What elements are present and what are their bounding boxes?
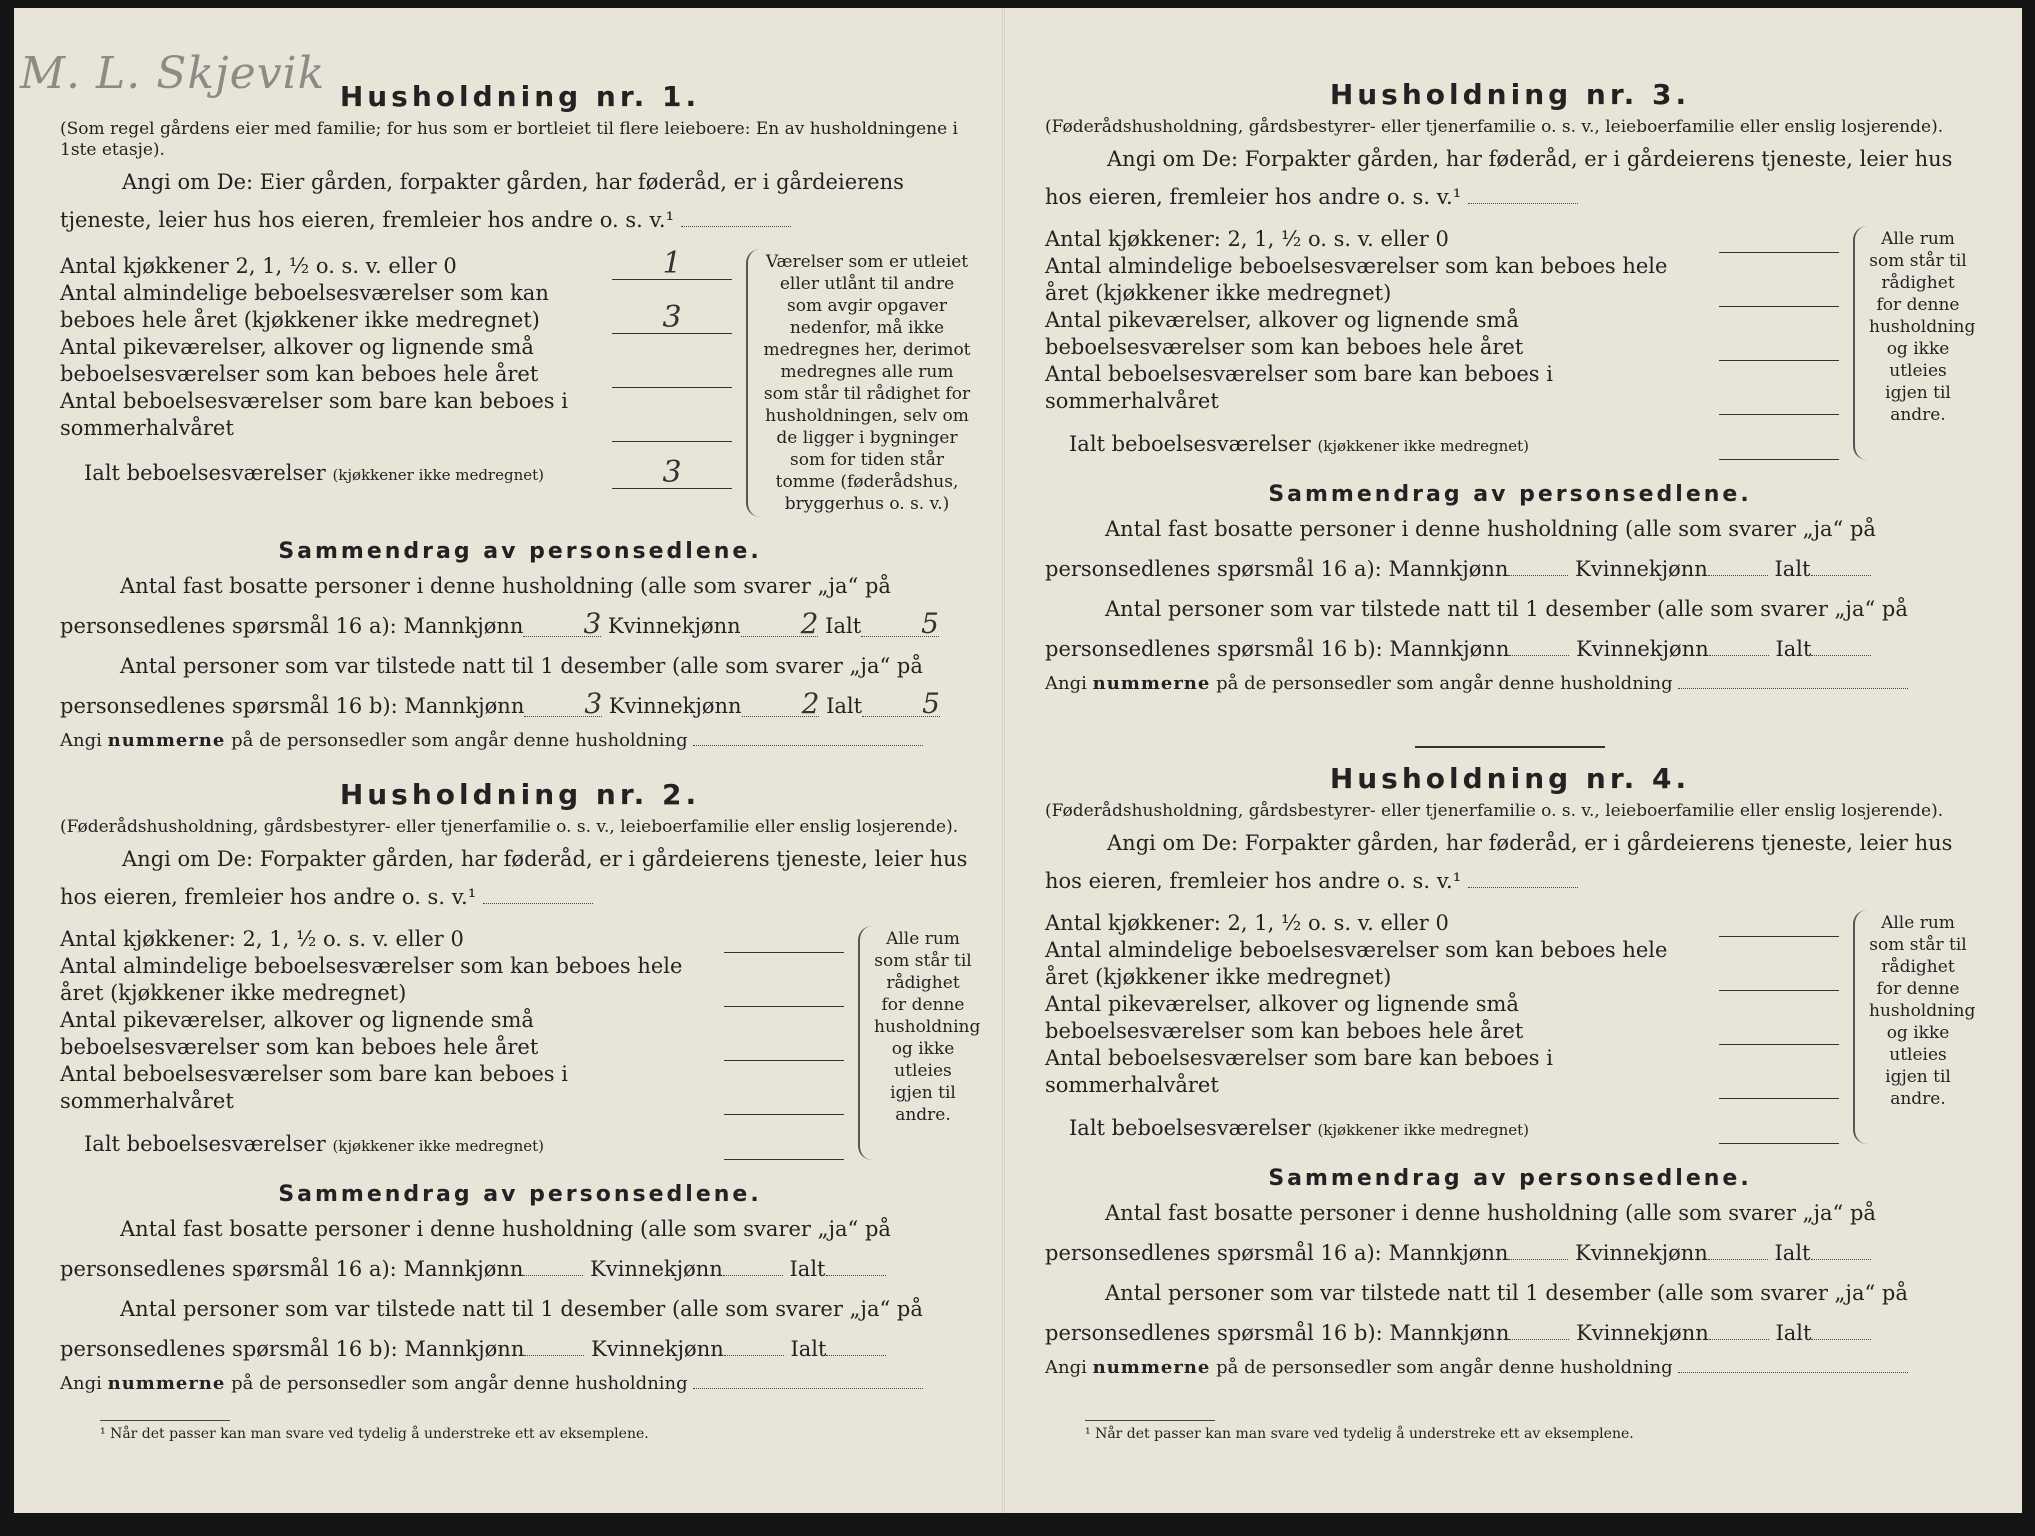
kitchens-row: Antal kjøkkener: 2, 1, ½ o. s. v. eller 0	[60, 926, 844, 953]
resident-persons-line: Antal fast bosatte personer i denne husholdning (alle som svarer „ja“ på personsedlenes spørsmål 16 a): Mannkjønn Kvinnekjønn Ialt	[1045, 1201, 1876, 1265]
resident-total-field[interactable]: 5	[861, 612, 939, 637]
present-total-field[interactable]: 5	[862, 692, 940, 717]
person-numbers-line: Angi nummerne på de personsedler som angår denne husholdning	[1045, 1353, 1975, 1383]
ordinary-rooms-row: Antal almindelige beboelsesværelser som kan beboes hele året (kjøkkener ikke medregnet)	[1045, 937, 1839, 991]
ownership-question: Angi om De: Forpakter gården, har føderåd, er i gårdeierens tjeneste, leier hus hos eieren, fremleier hos andre o. s. v.¹	[1045, 831, 1953, 893]
present-persons-line: Antal personer som var tilstede natt til 1 desember (alle som svarer „ja“ på personsedlenes spørsmål 16 b): Mannkjønn Kvinnekjønn Ialt	[60, 1297, 923, 1361]
person-numbers-field[interactable]	[1678, 1372, 1908, 1373]
footnote-left: ¹ Når det passer kan man svare ved tydelig å understreke ett av eksemplene.	[100, 1420, 649, 1443]
resident-female-field[interactable]: 2	[741, 612, 819, 637]
rooms-list	[60, 926, 844, 1160]
resident-male-field[interactable]	[1508, 1259, 1568, 1260]
summer-rooms-value[interactable]	[1719, 414, 1839, 415]
present-female-field[interactable]	[1709, 655, 1769, 656]
household-3	[1045, 78, 1975, 699]
summary-title: Sammendrag av personsedlene.	[278, 539, 762, 564]
kitchens-value[interactable]: 1	[612, 249, 732, 280]
total-rooms-value[interactable]	[1719, 459, 1839, 460]
present-female-field[interactable]: 2	[742, 692, 820, 717]
rooms-block	[60, 926, 980, 1160]
resident-male-field[interactable]	[523, 1275, 583, 1276]
person-numbers-field[interactable]	[1678, 688, 1908, 689]
summer-rooms-value[interactable]	[612, 441, 732, 442]
total-rooms-row: Ialt beboelsesværelser (kjøkkener ikke medregnet) 3	[60, 458, 732, 489]
small-rooms-value[interactable]	[1719, 1044, 1839, 1045]
household-2	[60, 778, 980, 1399]
summer-rooms-value[interactable]	[1719, 1098, 1839, 1099]
household-note: (Føderådshusholdning, gårdsbestyrer- eller tjenerfamilie o. s. v., leieboerfamilie eller enslig losjerende).	[60, 817, 959, 837]
summary-title: Sammendrag av personsedlene.	[1268, 482, 1752, 507]
rooms-side-note: Værelser som er utleiet eller utlånt til andre som avgir opgaver nedenfor, må ikke medregnes her, derimot medregnes alle rum som står til rådighet for husholdningen, selv om de ligger i bygninger som for tiden står tomme (føderådshus, bryggerhus o. s. v.)	[746, 249, 980, 517]
ownership-answer-field[interactable]	[681, 212, 791, 227]
present-male-field[interactable]	[1509, 655, 1569, 656]
summary-title: Sammendrag av personsedlene.	[1268, 1166, 1752, 1191]
rooms-list	[1045, 910, 1839, 1144]
resident-total-field[interactable]	[1811, 1259, 1871, 1260]
summary-title: Sammendrag av personsedlene.	[278, 1182, 762, 1207]
resident-male-field[interactable]: 3	[523, 612, 601, 637]
present-persons-line: Antal personer som var tilstede natt til 1 desember (alle som svarer „ja“ på personsedlenes spørsmål 16 b): Mannkjønn Kvinnekjønn Ialt	[1045, 1281, 1908, 1345]
ownership-question: Angi om De: Forpakter gården, har føderåd, er i gårdeierens tjeneste, leier hus hos eieren, fremleier hos andre o. s. v.¹	[60, 847, 968, 909]
resident-total-field[interactable]	[826, 1275, 886, 1276]
rooms-side-note: Alle rum som står til rådighet for denne husholdning og ikke utleies igjen til andre.	[1853, 910, 1975, 1144]
person-numbers-field[interactable]	[693, 1388, 923, 1389]
ownership-answer-field[interactable]	[1468, 189, 1578, 204]
rooms-side-note: Alle rum som står til rådighet for denne husholdning og ikke utleies igjen til andre.	[1853, 226, 1975, 460]
kitchens-value[interactable]	[1719, 936, 1839, 937]
section-divider	[1415, 746, 1605, 748]
kitchens-value[interactable]	[724, 952, 844, 953]
ownership-question: Angi om De: Forpakter gården, har føderåd, er i gårdeierens tjeneste, leier hus hos eieren, fremleier hos andre o. s. v.¹	[1045, 147, 1953, 209]
resident-persons-line: Antal fast bosatte personer i denne husholdning (alle som svarer „ja“ på personsedlenes spørsmål 16 a): Mannkjønn Kvinnekjønn Ialt	[60, 1217, 891, 1281]
household-note: (Føderådshusholdning, gårdsbestyrer- eller tjenerfamilie o. s. v., leieboerfamilie eller enslig losjerende).	[1045, 801, 1944, 821]
total-rooms-value[interactable]	[1719, 1143, 1839, 1144]
household-title: Husholdning nr. 3.	[1329, 78, 1691, 111]
small-rooms-row: Antal pikeværelser, alkover og lignende små beboelsesværelser som kan beboes hele året	[60, 1007, 844, 1061]
summer-rooms-row: Antal beboelsesværelser som bare kan beboes i sommerhalvåret	[1045, 361, 1839, 415]
person-numbers-field[interactable]	[693, 745, 923, 746]
rooms-list	[60, 246, 732, 517]
resident-female-field[interactable]	[1708, 1259, 1768, 1260]
ownership-answer-field[interactable]	[1468, 873, 1578, 888]
small-rooms-row: Antal pikeværelser, alkover og lignende små beboelsesværelser som kan beboes hele året	[60, 334, 732, 388]
total-rooms-row: Ialt beboelsesværelser (kjøkkener ikke medregnet)	[1045, 431, 1839, 460]
present-persons-line: Antal personer som var tilstede natt til 1 desember (alle som svarer „ja“ på personsedlenes spørsmål 16 b): Mannkjønn Kvinnekjønn Ialt	[1045, 597, 1908, 661]
small-rooms-value[interactable]	[1719, 360, 1839, 361]
household-1	[60, 80, 980, 756]
ordinary-rooms-row: Antal almindelige beboelsesværelser som kan beboes hele året (kjøkkener ikke medregnet)	[1045, 253, 1839, 307]
kitchens-value[interactable]	[1719, 252, 1839, 253]
summer-rooms-value[interactable]	[724, 1114, 844, 1115]
small-rooms-row: Antal pikeværelser, alkover og lignende små beboelsesværelser som kan beboes hele året	[1045, 991, 1839, 1045]
ownership-question: Angi om De: Eier gården, forpakter gården, har føderåd, er i gårdeierens tjeneste, leier hus hos eieren, fremleier hos andre o. s. v.¹	[60, 170, 904, 232]
rooms-list	[1045, 226, 1839, 460]
rooms-block	[1045, 910, 1975, 1144]
footnote-right: ¹ Når det passer kan man svare ved tydelig å understreke ett av eksemplene.	[1085, 1420, 1634, 1443]
person-numbers-line: Angi nummerne på de personsedler som angår denne husholdning	[60, 1369, 980, 1399]
total-rooms-row: Ialt beboelsesværelser (kjøkkener ikke medregnet)	[60, 1131, 844, 1160]
household-4	[1045, 762, 1975, 1383]
small-rooms-value[interactable]	[612, 387, 732, 388]
kitchens-row: Antal kjøkkener: 2, 1, ½ o. s. v. eller 0	[1045, 910, 1839, 937]
present-female-field[interactable]	[724, 1355, 784, 1356]
small-rooms-row: Antal pikeværelser, alkover og lignende små beboelsesværelser som kan beboes hele året	[1045, 307, 1839, 361]
household-note: (Som regel gårdens eier med familie; for hus som er bortleiet til flere leieboere: En av husholdningene i 1ste etasje).	[60, 119, 958, 160]
summer-rooms-row: Antal beboelsesværelser som bare kan beboes i sommerhalvåret	[60, 1061, 844, 1115]
kitchens-row: Antal kjøkkener 2, 1, ½ o. s. v. eller 0 1	[60, 249, 732, 280]
kitchens-row: Antal kjøkkener: 2, 1, ½ o. s. v. eller 0	[1045, 226, 1839, 253]
small-rooms-value[interactable]	[724, 1060, 844, 1061]
resident-persons-line: Antal fast bosatte personer i denne husholdning (alle som svarer „ja“ på personsedlenes spørsmål 16 a): Mannkjønn 3 Kvinnekjønn 2 Ialt 5	[60, 574, 939, 640]
resident-female-field[interactable]	[1708, 575, 1768, 576]
ordinary-rooms-value[interactable]	[724, 1006, 844, 1007]
rooms-block	[1045, 226, 1975, 460]
rooms-block	[60, 246, 980, 517]
present-female-field[interactable]	[1709, 1339, 1769, 1340]
household-title: Husholdning nr. 2.	[339, 778, 701, 811]
summer-rooms-row: Antal beboelsesværelser som bare kan beboes i sommerhalvåret	[1045, 1045, 1839, 1099]
person-numbers-line: Angi nummerne på de personsedler som angår denne husholdning	[60, 726, 980, 756]
total-rooms-row: Ialt beboelsesværelser (kjøkkener ikke medregnet)	[1045, 1115, 1839, 1144]
rooms-side-note: Alle rum som står til rådighet for denne husholdning og ikke utleies igjen til andre.	[858, 926, 980, 1160]
total-rooms-value[interactable]: 3	[612, 458, 732, 489]
ordinary-rooms-value[interactable]	[1719, 990, 1839, 991]
resident-total-field[interactable]	[1811, 575, 1871, 576]
resident-male-field[interactable]	[1508, 575, 1568, 576]
present-total-field[interactable]	[826, 1355, 886, 1356]
total-rooms-value[interactable]	[724, 1159, 844, 1160]
present-persons-line: Antal personer som var tilstede natt til 1 desember (alle som svarer „ja“ på personsedlenes spørsmål 16 b): Mannkjønn 3 Kvinnekjønn 2 Ialt 5	[60, 654, 940, 720]
present-total-field[interactable]	[1811, 1339, 1871, 1340]
ordinary-rooms-row: Antal almindelige beboelsesværelser som kan beboes hele året (kjøkkener ikke medregnet) 3	[60, 280, 732, 334]
ordinary-rooms-value[interactable]: 3	[612, 303, 732, 334]
person-numbers-line: Angi nummerne på de personsedler som angår denne husholdning	[1045, 669, 1975, 699]
ownership-answer-field[interactable]	[483, 889, 593, 904]
summer-rooms-row: Antal beboelsesværelser som bare kan beboes i sommerhalvåret	[60, 388, 732, 442]
present-male-field[interactable]	[524, 1355, 584, 1356]
household-note: (Føderådshusholdning, gårdsbestyrer- eller tjenerfamilie o. s. v., leieboerfamilie eller enslig losjerende).	[1045, 117, 1944, 137]
household-title: Husholdning nr. 4.	[1329, 762, 1691, 795]
ordinary-rooms-row: Antal almindelige beboelsesværelser som kan beboes hele året (kjøkkener ikke medregnet)	[60, 953, 844, 1007]
present-male-field[interactable]: 3	[524, 692, 602, 717]
handwritten-signature: M. L. Skjevik	[20, 48, 326, 99]
present-male-field[interactable]	[1509, 1339, 1569, 1340]
page-fold	[1002, 8, 1005, 1513]
resident-female-field[interactable]	[723, 1275, 783, 1276]
household-title: Husholdning nr. 1.	[339, 80, 701, 113]
present-total-field[interactable]	[1811, 655, 1871, 656]
ordinary-rooms-value[interactable]	[1719, 306, 1839, 307]
resident-persons-line: Antal fast bosatte personer i denne husholdning (alle som svarer „ja“ på personsedlenes spørsmål 16 a): Mannkjønn Kvinnekjønn Ialt	[1045, 517, 1876, 581]
